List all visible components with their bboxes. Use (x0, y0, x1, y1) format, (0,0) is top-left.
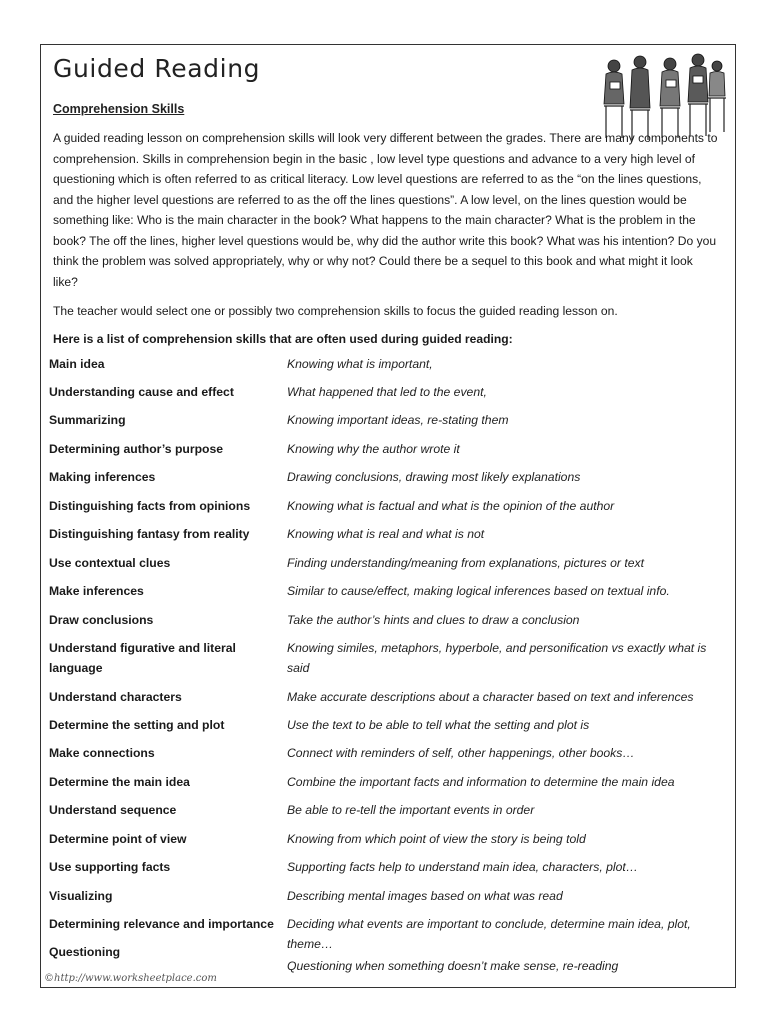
skill-description: Make accurate descriptions about a character based on text and inferences (287, 690, 694, 704)
skill-name: Making inferences (49, 470, 156, 484)
skill-description: Supporting facts help to understand main idea, characters, plot… (287, 860, 638, 874)
skill-name: Distinguishing facts from opinions (49, 499, 251, 513)
skill-name: Determining author’s purpose (49, 442, 224, 456)
skill-description: Similar to cause/effect, making logical inferences based on textual info. (287, 584, 670, 598)
page-title: Guided Reading (53, 54, 261, 83)
skill-name: Understand sequence (49, 803, 177, 817)
skill-name: Make connections (49, 746, 155, 760)
skill-description: Questioning when something doesn’t make sense, re-reading (287, 959, 619, 973)
skill-description: Take the author’s hints and clues to draw a conclusion (287, 613, 580, 627)
skill-name: Distinguishing fantasy from reality (49, 527, 250, 541)
skill-name: Summarizing (49, 413, 126, 427)
skill-name: Make inferences (49, 584, 144, 598)
skill-name: Determine the setting and plot (49, 718, 225, 732)
skill-description: Knowing similes, metaphors, hyperbole, and personification vs exactly what is said (287, 641, 707, 675)
skill-description: Knowing what is important, (287, 357, 433, 371)
skill-description: Use the text to be able to tell what the setting and plot is (287, 718, 590, 732)
skill-name: Determine the main idea (49, 775, 190, 789)
skill-description: Connect with reminders of self, other happenings, other books… (287, 746, 635, 760)
list-heading: Here is a list of comprehension skills that are often used during guided reading: (53, 332, 513, 346)
skill-name: Understanding cause and effect (49, 385, 234, 399)
skill-description: Be able to re-tell the important events in order (287, 803, 535, 817)
skill-description: What happened that led to the event, (287, 385, 487, 399)
skill-name: Understand characters (49, 690, 182, 704)
skill-description: Knowing why the author wrote it (287, 442, 460, 456)
section-subtitle: Comprehension Skills (53, 102, 185, 116)
intro-paragraph: A guided reading lesson on comprehension skills will look very different between the grades. There are many components to comprehension. Skills in comprehension begin in the basic , low level type questions and advance to a very high level of questioning which is often referred to as critical literacy. Low level questions are referred to as the “on the lines questions, and the higher level questions are referred to as the off the lines questions”. A low level, on the lines question would be something like: Who is the main character in the book? What happens to the main character? What is the problem in the book? The off the lines, higher level questions would be, why did the author write this book? What was his intention? Do you think the problem was solved appropriately, why or why not? Could there be a sequel to this book and what might it look like? (53, 131, 718, 289)
skill-name: Use contextual clues (49, 556, 171, 570)
copyright-credit: ©http://www.worksheetplace.com (44, 973, 217, 984)
skill-name: Understand figurative and literal language (49, 641, 236, 675)
skill-name: Main idea (49, 357, 105, 371)
skill-description: Knowing what is real and what is not (287, 527, 485, 541)
skill-description: Knowing from which point of view the story is being told (287, 832, 586, 846)
skill-description: Finding understanding/meaning from explanations, pictures or text (287, 556, 645, 570)
skill-name: Questioning (49, 945, 121, 959)
skill-description: Knowing important ideas, re-stating them (287, 413, 509, 427)
skill-description: Deciding what events are important to conclude, determine main idea, plot, theme… (287, 917, 691, 951)
skill-name: Visualizing (49, 889, 113, 903)
skill-name: Determine point of view (49, 832, 187, 846)
skill-name: Draw conclusions (49, 613, 154, 627)
skill-description: Drawing conclusions, drawing most likely explanations (287, 470, 581, 484)
skill-description: Combine the important facts and information to determine the main idea (287, 775, 675, 789)
skill-name: Use supporting facts (49, 860, 171, 874)
skill-description: Knowing what is factual and what is the opinion of the author (287, 499, 615, 513)
focus-note: The teacher would select one or possibly two comprehension skills to focus the guided reading lesson on. (53, 304, 618, 318)
skill-name: Determining relevance and importance (49, 917, 274, 931)
skill-description: Describing mental images based on what was read (287, 889, 563, 903)
